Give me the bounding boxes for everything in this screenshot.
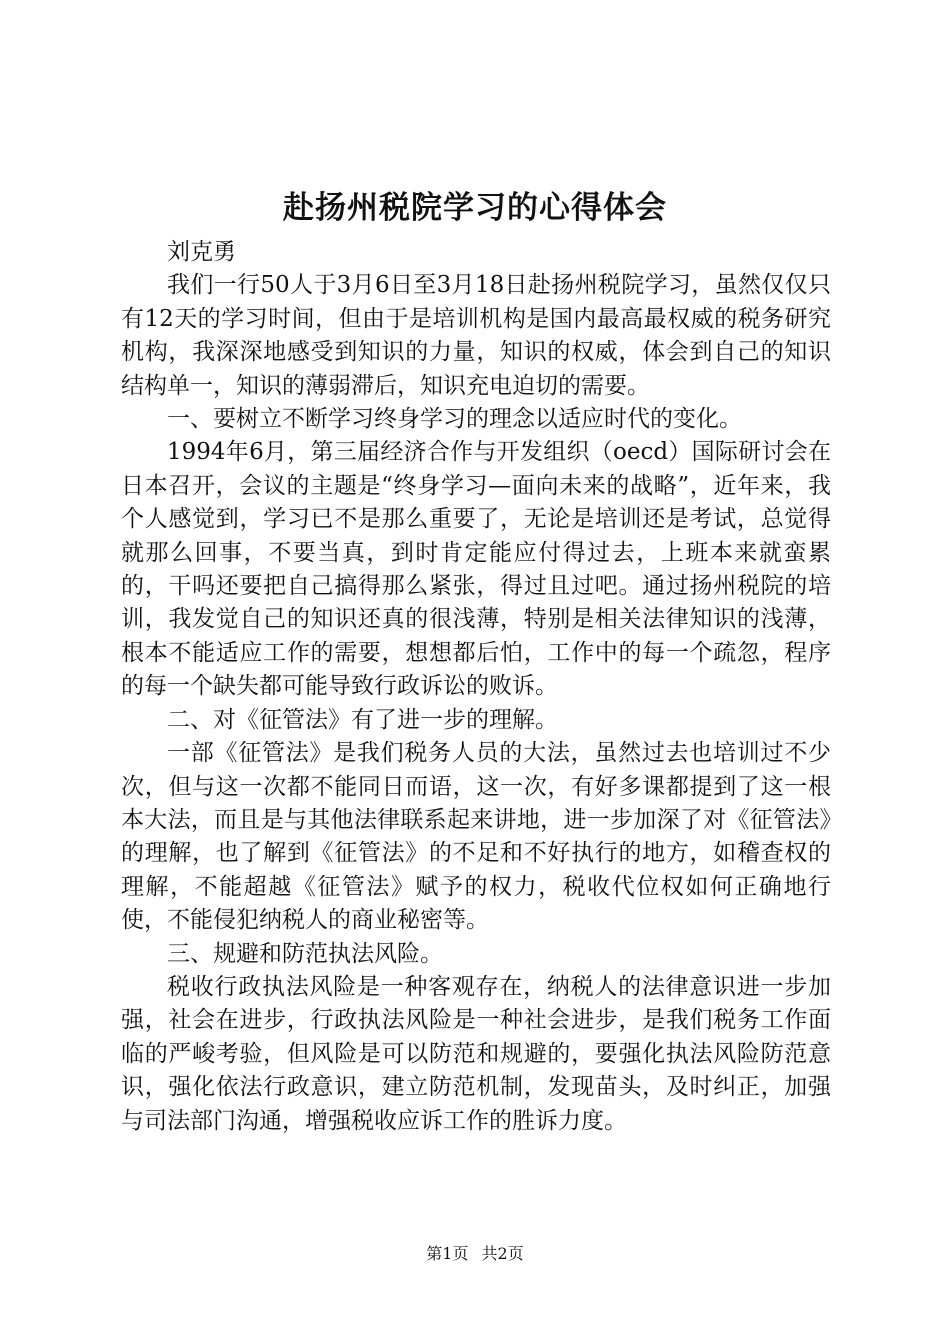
page-number: 第1页 [426, 1244, 469, 1263]
page-total: 共2页 [481, 1244, 524, 1263]
paragraph-intro: 我们一行50人于3月6日至3月18日赴扬州税院学习，虽然仅仅只有12天的学习时间，但由于是培训机构是国内最高最权威的税务研究机构，我深深地感受到知识的力量，知识的权威，体会到自己的知识结构单一，知识的薄弱滞后，知识充电迫切的需要。 [121, 272, 831, 399]
paragraph-section-1: 1994年6月，第三届经济合作与开发组织（oecd）国际研讨会在日本召开，会议的主题是“终身学习—面向未来的战略”，近年来，我个人感觉到，学习已不是那么重要了，无论是培训还是考试，总觉得就那么回事，不要当真，到时肯定能应付得过去，上班本来就蛮累的，干吗还要把自己搞得那么紧张，得过且过吧。通过扬州税院的培训，我发觉自己的知识还真的很浅薄，特别是相关法律知识的浅薄，根本不能适应工作的需要，想想都后怕，工作中的每一个疏忽，程序的每一个缺失都可能导致行政诉讼的败诉。 [121, 439, 831, 700]
author-line: 刘克勇 [167, 239, 236, 265]
paragraph-section-2: 一部《征管法》是我们税务人员的大法，虽然过去也培训过不少次，但与这一次都不能同日而语，这一次，有好多课都提到了这一根本大法，而且是与其他法律联系起来讲地，进一步加深了对《征管法》的理解，也了解到《征管法》的不足和不好执行的地方，如稽查权的理解，不能超越《征管法》赋予的权力，税收代位权如何正确地行使，不能侵犯纳税人的商业秘密等。 [121, 740, 831, 934]
section-heading-3: 三、规避和防范执法风险。 [167, 940, 443, 967]
page-footer [0, 1242, 950, 1266]
document-title: 赴扬州税院学习的心得体会 [283, 190, 667, 226]
section-heading-1: 一、要树立不断学习终身学习的理念以适应时代的变化。 [167, 406, 742, 433]
section-heading-2: 二、对《征管法》有了进一步的理解。 [167, 706, 558, 733]
paragraph-section-3: 税收行政执法风险是一种客观存在，纳税人的法律意识进一步加强，社会在进步，行政执法风险是一种社会进步，是我们税务工作面临的严峻考验，但风险是可以防范和规避的，要强化执法风险防范意识，强化依法行政意识，建立防范机制，发现苗头，及时纠正，加强与司法部门沟通，增强税收应诉工作的胜诉力度。 [121, 973, 831, 1134]
document-body [121, 236, 831, 1138]
